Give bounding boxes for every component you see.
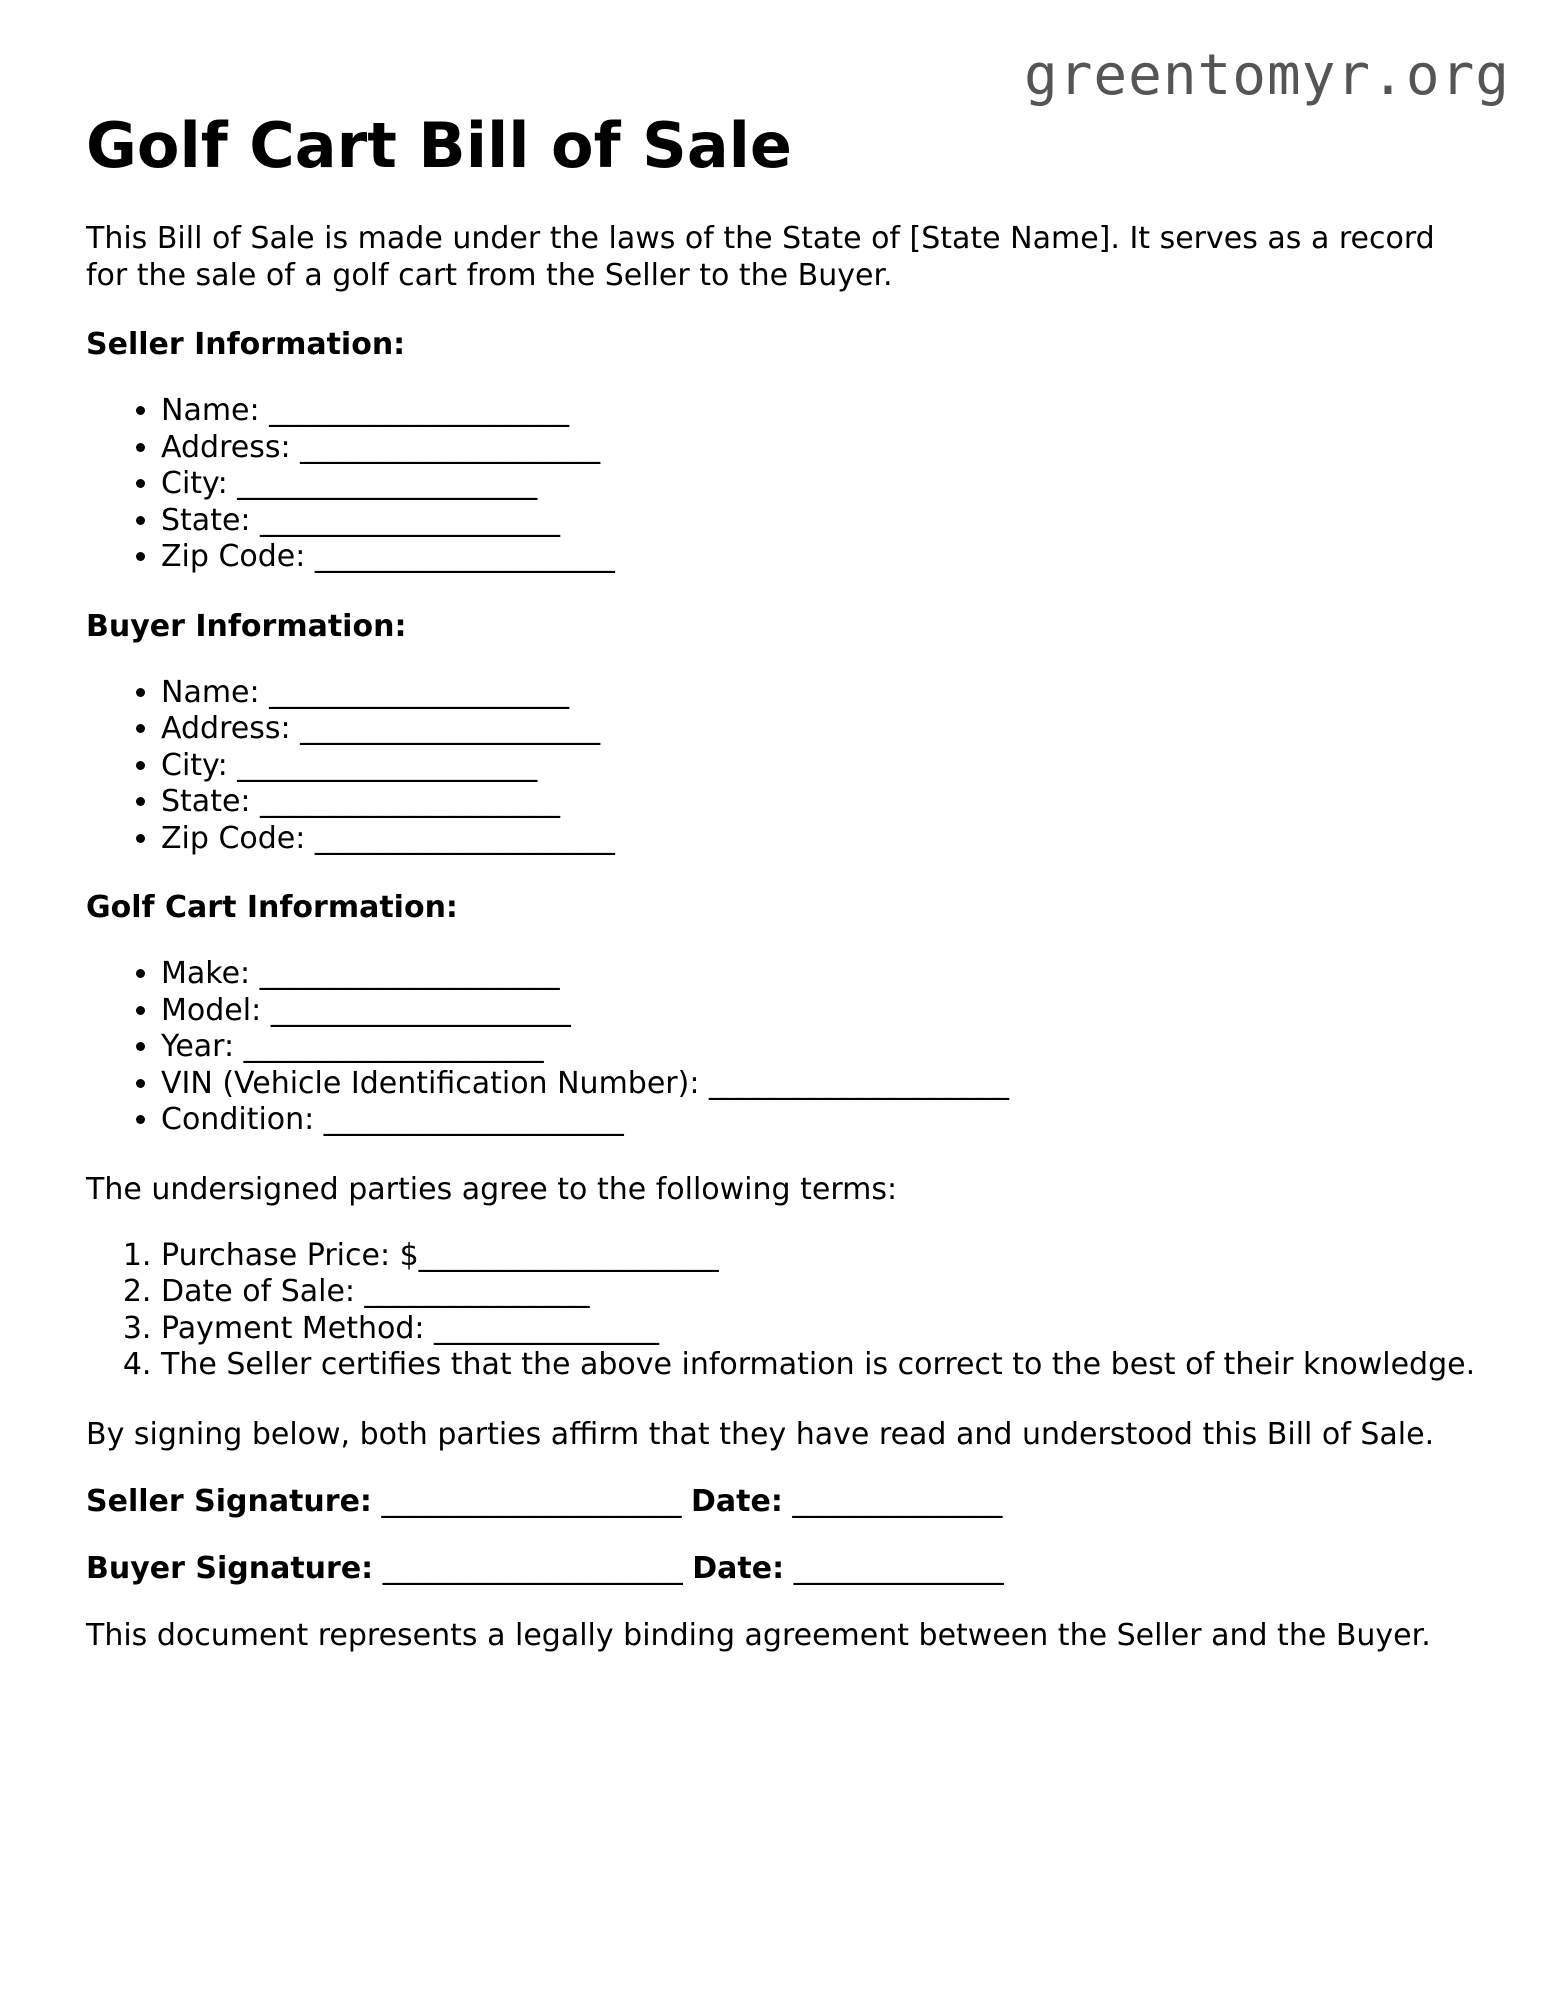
buyer-fields-list xyxy=(86,675,1476,858)
buyer-name-field: • Name: ____________________ xyxy=(161,675,1476,712)
cart-year-field: • Year: ____________________ xyxy=(161,1029,1476,1066)
site-watermark: greentomyr.org xyxy=(1023,43,1510,108)
cart-condition-field: • Condition: ____________________ xyxy=(161,1102,1476,1139)
term-seller-certification: 4. The Seller certifies that the above information is correct to the best of their knowledge. xyxy=(161,1347,1476,1384)
document-title: Golf Cart Bill of Sale xyxy=(86,109,792,182)
buyer-date-blank: ______________ xyxy=(793,1550,1004,1586)
term-date-of-sale: 2. Date of Sale: _______________ xyxy=(161,1274,1476,1311)
term-purchase-price: 1. Purchase Price: $____________________ xyxy=(161,1238,1476,1275)
seller-date-label: Date: xyxy=(691,1483,783,1519)
seller-address-field: • Address: ____________________ xyxy=(161,430,1476,467)
terms-intro: The undersigned parties agree to the following terms: xyxy=(86,1171,898,1207)
terms-list xyxy=(86,1238,1476,1384)
seller-zip-field: • Zip Code: ____________________ xyxy=(161,539,1476,576)
seller-date-blank: ______________ xyxy=(792,1483,1003,1519)
cart-vin-field: • VIN (Vehicle Identification Number): ____________________ xyxy=(161,1066,1476,1103)
seller-signature-label: Seller Signature: xyxy=(86,1483,372,1519)
cart-model-field: • Model: ____________________ xyxy=(161,993,1476,1030)
seller-signature-blank: ____________________ xyxy=(381,1483,682,1519)
cart-section-heading: Golf Cart Information: xyxy=(86,890,458,925)
buyer-date-label: Date: xyxy=(692,1550,785,1586)
affirmation-paragraph: By signing below, both parties affirm that they have read and understood this Bill of Sale. xyxy=(86,1416,1435,1452)
bill-of-sale-document xyxy=(86,106,1476,1654)
term-payment-method: 3. Payment Method: _______________ xyxy=(161,1311,1476,1348)
buyer-signature-line xyxy=(86,1550,1476,1587)
buyer-section-heading: Buyer Information: xyxy=(86,608,407,644)
seller-fields-list xyxy=(86,393,1476,576)
cart-make-field: • Make: ____________________ xyxy=(161,956,1476,993)
seller-city-field: • City: ____________________ xyxy=(161,466,1476,503)
buyer-state-field: • State: ____________________ xyxy=(161,784,1476,821)
closing-paragraph: This document represents a legally binding agreement between the Seller and the Buyer. xyxy=(86,1617,1431,1653)
cart-fields-list xyxy=(86,956,1476,1139)
seller-signature-line xyxy=(86,1483,1476,1520)
buyer-signature-label: Buyer Signature: xyxy=(86,1550,374,1586)
buyer-city-field: • City: ____________________ xyxy=(161,748,1476,785)
buyer-signature-blank: ____________________ xyxy=(382,1550,683,1586)
seller-section-heading: Seller Information: xyxy=(86,327,406,362)
intro-paragraph: This Bill of Sale is made under the laws of the State of [State Name]. It serves as a record for the sale of a golf cart from the Seller to the Buyer. xyxy=(86,221,1435,293)
seller-state-field: • State: ____________________ xyxy=(161,503,1476,540)
seller-name-field: • Name: ____________________ xyxy=(161,393,1476,430)
buyer-address-field: • Address: ____________________ xyxy=(161,711,1476,748)
buyer-zip-field: • Zip Code: ____________________ xyxy=(161,821,1476,858)
